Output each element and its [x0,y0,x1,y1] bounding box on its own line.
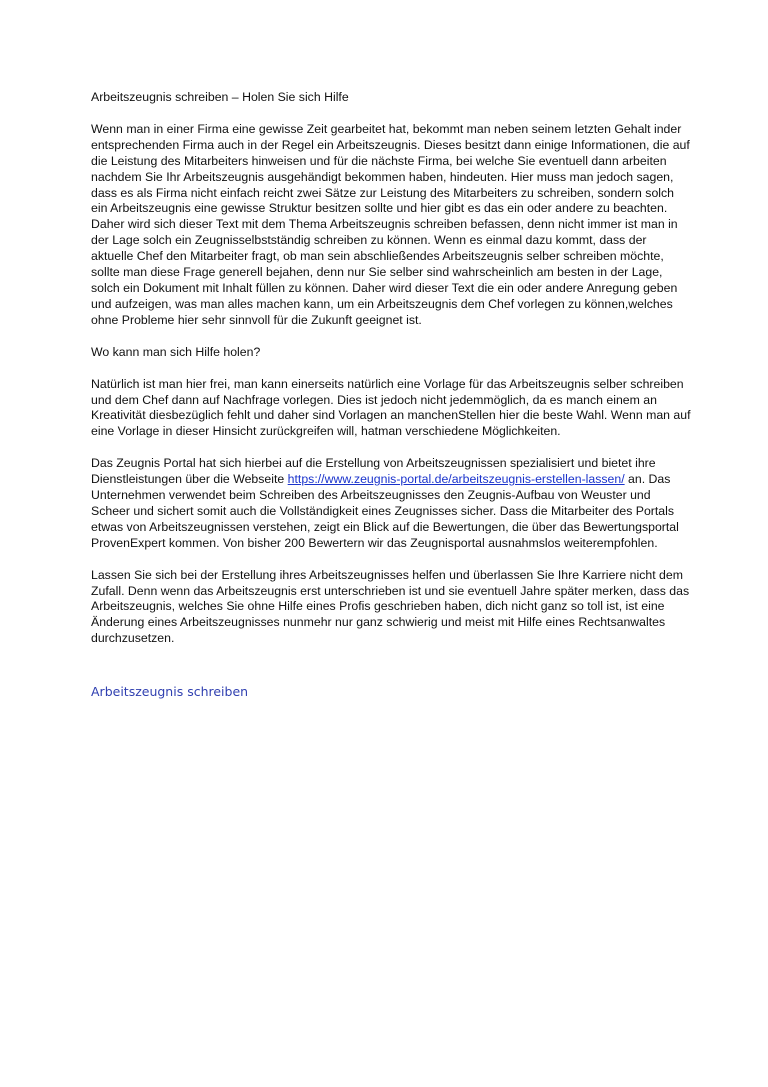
section-heading: Wo kann man sich Hilfe holen? [91,344,261,359]
paragraph-portal [91,456,691,551]
paragraph-options: Natürlich ist man hier frei, man kann einerseits natürlich eine Vorlage für das Arbeitszeugnis selber schreiben und dem Chef dann auf Nachfrage vorlegen. Dies ist jedoch nicht jedemmöglich, da es manch einem an Kreativität diesbezüglich fehlt und daher sind Vorlagen an manchenStellen hier die beste Wahl. Wenn man auf eine Vorlage in dieser Hinsicht zurückgreifen will, hatman verschiedene Möglichkeiten. [91,376,691,439]
zeugnis-portal-link[interactable]: https://www.zeugnis-portal.de/arbeitszeugnis-erstellen-lassen/ [287,472,625,487]
arbeitszeugnis-schreiben-link[interactable]: Arbeitszeugnis schreiben [91,684,249,699]
paragraph-intro: Wenn man in einer Firma eine gewisse Zeit gearbeitet hat, bekommt man neben seinem letzten Gehalt inder entsprechenden Firma auch in der Regel ein Arbeitszeugnis. Dieses besitzt dann einige Informationen, die auf die Leistung des Mitarbeiters hinweisen und für die nächste Firma, bei welche Sie eventuell dann arbeiten nachdem Sie Ihr Arbeitszeugnis ausgehändigt bekommen haben, hindeuten. Hier muss man jedoch sagen, dass es als Firma nicht einfach reicht zwei Sätze zur Leistung des Mitarbeiters zu schreiben, sondern solch ein Arbeitszeugnis eine gewisse Struktur besitzen sollte und hier gibt es das ein oder andere zu beachten. Daher wird sich dieser Text mit dem Thema Arbeitszeugnis schreiben befassen, denn nicht immer ist man in der Lage solch ein Zeugnisselbstständig schreiben zu können. Wenn es einmal dazu kommt, dass der aktuelle Chef den Mitarbeiter fragt, ob man sein abschließendes Arbeitszeugnis selber schreiben möchte, sollte man diese Frage generell bejahen, denn nur Sie selber sind wahrscheinlich am besten in der Lage, solch ein Dokument mit Inhalt füllen zu können. Daher wird dieser Text die ein oder andere Anregung geben und aufzeigen, was man alles machen kann, um ein Arbeitszeugnis dem Chef vorlegen zu können,welches ohne Probleme hier sehr sinnvoll für die Zukunft geeignet ist. [91,121,690,327]
paragraph-portal-text-end: an. Das Unternehmen verwendet beim Schreiben des Arbeitszeugnisses den Zeugnis-Aufbau von Weuster und Scheer und sichert somit auch die Vollständigkeit eines Zeugnisses sicher. Dass die Mitarbeiter des Portals etwas von Arbeitszeugnissen verstehen, zeigt ein Blick auf die Bewertungen, die über das Bewertungsportal ProvenExpert kommen. Von bisher 200 Bewertern wir das Zeugnisportal ausnahmslos weiterempfohlen. [91,472,679,550]
paragraph-portal-text-start: Das Zeugnis Portal hat sich hierbei auf die Erstellung von Arbeitszeugnissen spezialisiert und bietet ihre Dienstleistungen über die Webseite [91,456,656,487]
paragraph-conclusion: Lassen Sie sich bei der Erstellung ihres Arbeitszeugnisses helfen und überlassen Sie Ihre Karriere nicht dem Zufall. Denn wenn das Arbeitszeugnis erst unterschrieben ist und sie eventuell Jahre später merken, dass das Arbeitszeugnis, welches Sie ohne Hilfe eines Profis geschrieben haben, dich nicht ganz so toll ist, ist eine Änderung eines Arbeitszeugnisses nunmehr nur ganz schwierig und meist mit Hilfe eines Rechtsanwaltes durchzusetzen. [91,567,690,646]
document-body [91,90,691,663]
document-title: Arbeitszeugnis schreiben – Holen Sie sich Hilfe [91,90,349,104]
